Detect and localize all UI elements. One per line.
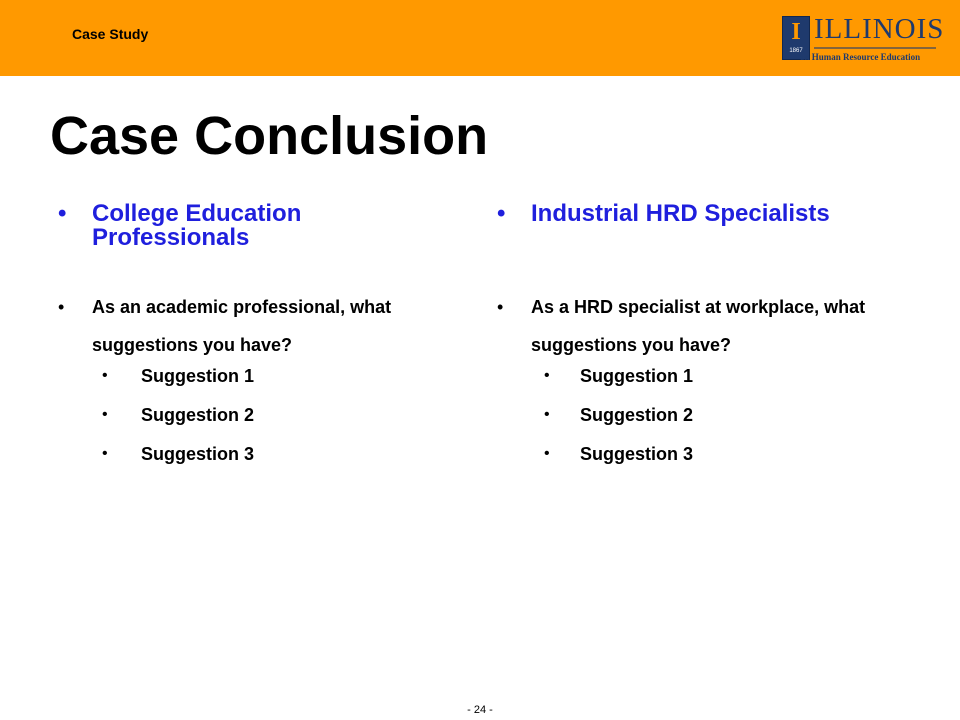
suggestion-text: Suggestion 1 <box>580 366 694 386</box>
section-label: Case Study <box>72 26 149 42</box>
bullet-icon: • <box>544 367 550 384</box>
column-heading-text: College Education Professionals <box>92 200 302 251</box>
bullet-icon: • <box>102 445 108 462</box>
bullet-icon: • <box>497 200 506 227</box>
bullet-icon: • <box>58 297 65 317</box>
column-heading <box>58 202 458 250</box>
bullet-icon: • <box>544 445 550 462</box>
bullet-icon: • <box>544 406 550 423</box>
bullet-icon: • <box>102 406 108 423</box>
header-bar <box>0 0 960 76</box>
question-item <box>58 288 458 364</box>
column-right <box>497 200 897 464</box>
seal-year: 1867 <box>789 48 803 54</box>
university-logo <box>782 13 945 62</box>
column-heading <box>497 202 897 226</box>
question-item <box>497 288 897 364</box>
question-text: As a HRD specialist at workplace, what suggestions you have? <box>531 297 866 355</box>
page-number: - 24 - <box>467 704 493 716</box>
logo-divider <box>814 47 936 49</box>
bullet-icon: • <box>58 200 67 227</box>
suggestion-text: Suggestion 2 <box>141 405 255 425</box>
seal-letter: I <box>791 19 801 45</box>
suggestion-text: Suggestion 3 <box>580 444 694 464</box>
logo-wordmark: ILLINOIS <box>814 13 945 45</box>
logo-subline: on Human Resource Education <box>800 52 921 62</box>
suggestion-text: Suggestion 3 <box>141 444 255 464</box>
bullet-icon: • <box>497 297 504 317</box>
suggestion-text: Suggestion 1 <box>141 366 255 386</box>
column-heading-text: Industrial HRD Specialists <box>531 200 830 227</box>
column-left <box>58 200 458 464</box>
bullet-icon: • <box>102 367 108 384</box>
suggestion-text: Suggestion 2 <box>580 405 694 425</box>
question-text: As an academic professional, what suggestions you have? <box>92 297 392 355</box>
slide-title: Case Conclusion <box>50 106 489 166</box>
